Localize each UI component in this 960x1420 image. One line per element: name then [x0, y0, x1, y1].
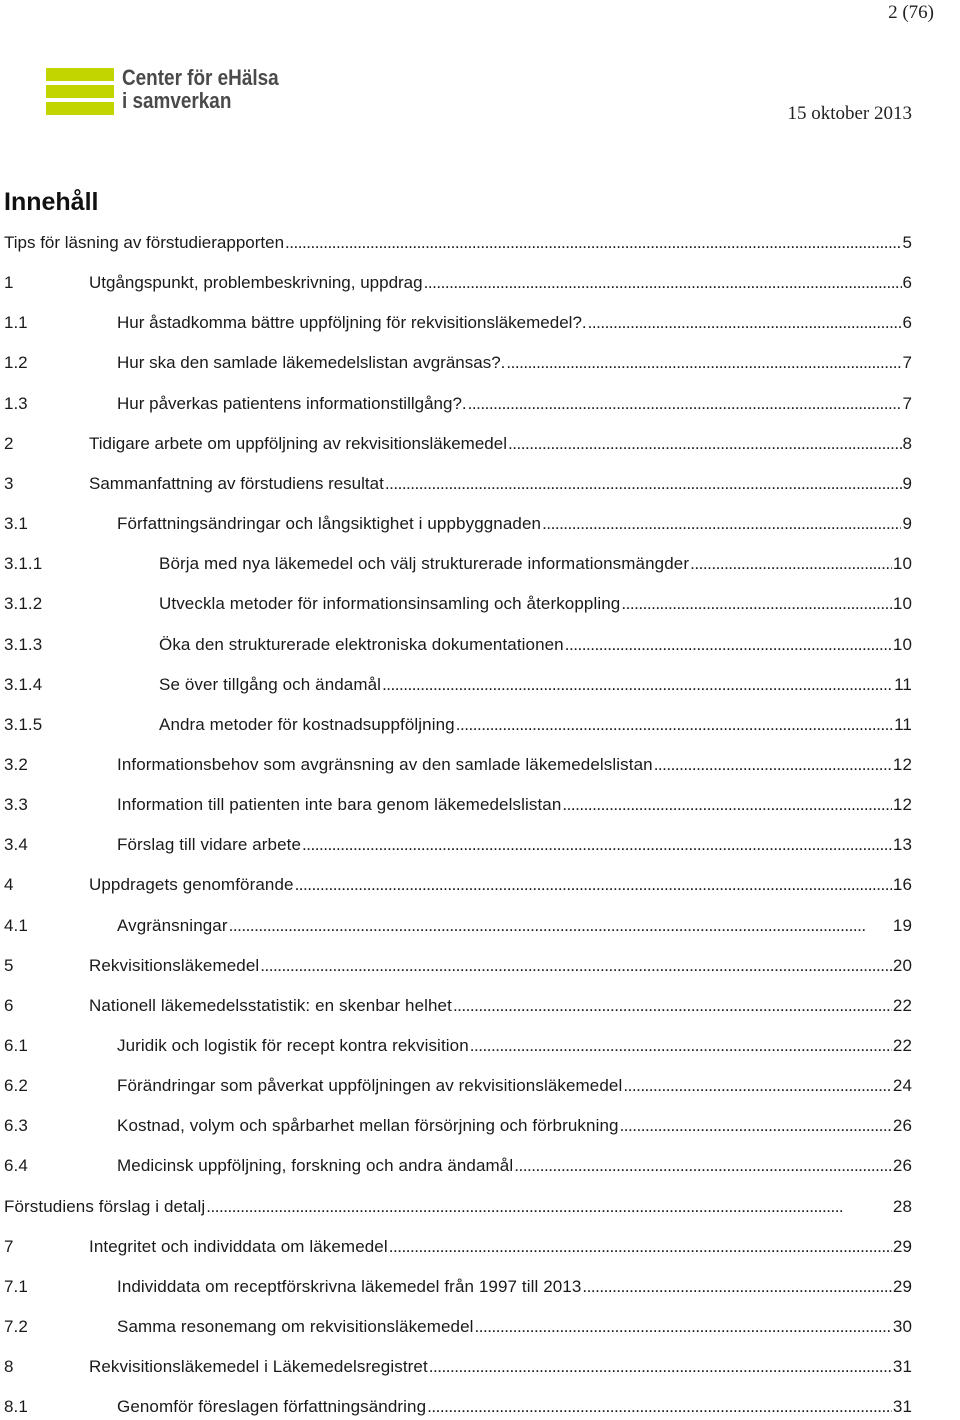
toc-entry-title: Utveckla metoder för informationsinsamling och återkoppling [159, 594, 621, 614]
toc-entry-number: 3.4 [4, 835, 28, 855]
toc-entry-page: 31 [892, 1357, 912, 1377]
toc-entry-title: Uppdragets genomförande [89, 875, 294, 895]
toc-heading: Innehåll [4, 188, 99, 216]
toc-entry-title: Juridik och logistik för recept kontra rekvisition [117, 1036, 469, 1055]
logo-mark-icon [46, 68, 116, 116]
toc-entry-number: 7 [4, 1236, 14, 1256]
toc-entry-number: 1.3 [4, 393, 28, 413]
toc-entry-number: 6.3 [4, 1116, 28, 1136]
toc-entry-number: 6.1 [4, 1036, 28, 1055]
toc-entry-number: 3.1.5 [4, 714, 43, 734]
toc-entry-number: 6.4 [4, 1156, 28, 1176]
toc-entry-number: 5 [4, 955, 14, 975]
toc-dot-leader [456, 712, 893, 738]
toc-entry[interactable] [4, 712, 912, 738]
toc-dot-leader [654, 752, 892, 778]
toc-entry-page: 6 [902, 313, 912, 333]
toc-entry[interactable] [4, 551, 912, 577]
toc-entry-title: Informationsbehov som avgränsning av den samlade läkemedelslistan [117, 754, 653, 774]
organization-logo [46, 65, 306, 118]
toc-entry-page: 30 [892, 1317, 912, 1337]
toc-entry-title: Hur påverkas patientens informationstillgång?. [117, 393, 467, 413]
toc-entry[interactable] [4, 431, 912, 457]
toc-entry-page: 10 [892, 554, 912, 574]
toc-dot-leader [453, 993, 892, 1019]
toc-entry-page: 12 [892, 795, 912, 815]
toc-entry[interactable] [4, 1394, 912, 1420]
toc-dot-leader [588, 310, 902, 336]
toc-entry-number: 4.1 [4, 915, 28, 935]
toc-entry-page: 5 [902, 233, 912, 252]
page-number: 2 (76) [888, 2, 934, 23]
toc-dot-leader [475, 1314, 892, 1340]
toc-entry-number: 1.1 [4, 313, 28, 333]
toc-dot-leader [206, 1194, 892, 1220]
toc-entry-number: 3.2 [4, 754, 28, 774]
toc-entry-page: 26 [892, 1156, 912, 1176]
toc-entry[interactable] [4, 230, 912, 256]
toc-entry[interactable] [4, 672, 912, 698]
toc-entry[interactable] [4, 1033, 912, 1059]
toc-entry[interactable] [4, 1194, 912, 1220]
toc-entry-title: Tidigare arbete om uppföljning av rekvisitionsläkemedel [89, 433, 507, 453]
toc-entry-number: 3 [4, 473, 14, 493]
toc-dot-leader [582, 1274, 891, 1300]
toc-entry-title: Författningsändringar och långsiktighet i uppbyggnaden [117, 514, 542, 534]
toc-entry-title: Individdata om receptförskrivna läkemedel från 1997 till 2013 [117, 1276, 582, 1296]
toc-entry-number: 8 [4, 1357, 14, 1377]
toc-entry[interactable] [4, 752, 912, 778]
toc-dot-leader [690, 551, 892, 577]
toc-entry[interactable] [4, 1354, 912, 1380]
toc-entry-number: 8.1 [4, 1397, 28, 1417]
toc-dot-leader [260, 953, 892, 979]
toc-entry[interactable] [4, 872, 912, 898]
toc-entry-page: 22 [892, 995, 912, 1015]
toc-entry-title: Avgränsningar [117, 915, 228, 935]
toc-dot-leader [621, 591, 892, 617]
toc-entry-number: 6 [4, 995, 14, 1015]
toc-entry[interactable] [4, 913, 912, 939]
toc-dot-leader [285, 230, 902, 256]
toc-entry[interactable] [4, 391, 912, 417]
toc-entry-page: 28 [892, 1196, 912, 1216]
toc-entry-title: Information till patienten inte bara genom läkemedelslistan [117, 795, 562, 815]
toc-entry[interactable] [4, 1234, 912, 1260]
toc-entry-page: 24 [892, 1076, 912, 1096]
toc-entry-title: Samma resonemang om rekvisitionsläkemedel [117, 1317, 474, 1337]
toc-entry-page: 6 [902, 273, 912, 293]
toc-entry-number: 3.3 [4, 795, 28, 815]
toc-entry-title: Se över tillgång och ändamål [159, 674, 382, 694]
toc-dot-leader [427, 1394, 892, 1420]
toc-entry-title: Sammanfattning av förstudiens resultat [89, 473, 384, 493]
toc-entry-title: Nationell läkemedelsstatistik: en skenbar helhet [89, 995, 452, 1015]
toc-dot-leader [468, 391, 902, 417]
toc-entry-title: Utgångspunkt, problembeskrivning, uppdrag [89, 273, 423, 293]
toc-entry-title: Hur ska den samlade läkemedelslistan avgränsas?. [117, 353, 506, 373]
toc-entry-number: 7.1 [4, 1276, 28, 1296]
toc-dot-leader [470, 1033, 892, 1059]
logo-line-1: Center för eHälsa [122, 65, 279, 90]
toc-entry[interactable] [4, 1113, 912, 1139]
toc-entry-page: 29 [892, 1236, 912, 1256]
toc-entry-title: Genomför föreslagen författningsändring [117, 1397, 427, 1417]
toc-dot-leader [620, 1113, 892, 1139]
toc-entry-title: Rekvisitionsläkemedel i Läkemedelsregistret [89, 1357, 428, 1377]
toc-entry[interactable] [4, 1073, 912, 1099]
toc-entry[interactable] [4, 632, 912, 658]
toc-entry-title: Förstudiens förslag i detalj [4, 1196, 206, 1216]
toc-entry-title: Förändringar som påverkat uppföljningen av rekvisitionsläkemedel [117, 1076, 623, 1096]
toc-entry-title: Kostnad, volym och spårbarhet mellan försörjning och förbrukning [117, 1116, 619, 1136]
toc-entry-page: 16 [892, 875, 912, 895]
toc-entry-number: 6.2 [4, 1076, 28, 1096]
toc-entry-title: Förslag till vidare arbete [117, 835, 302, 855]
toc-dot-leader [302, 832, 892, 858]
toc-entry[interactable] [4, 310, 912, 336]
toc-entry-title: Hur åstadkomma bättre uppföljning för rekvisitionsläkemedel?. [117, 313, 587, 333]
toc-dot-leader [508, 431, 902, 457]
toc-entry-title: Medicinsk uppföljning, forskning och andra ändamål [117, 1156, 514, 1176]
toc-dot-leader [382, 672, 893, 698]
toc-entry-title: Rekvisitionsläkemedel [89, 955, 260, 975]
toc-entry-number: 7.2 [4, 1317, 28, 1337]
toc-entry-number: 1.2 [4, 353, 28, 373]
toc-dot-leader [514, 1153, 892, 1179]
toc-entry[interactable] [4, 350, 912, 376]
toc-entry-page: 26 [892, 1116, 912, 1136]
toc-entry-number: 3.1 [4, 514, 28, 534]
toc-entry[interactable] [4, 471, 912, 497]
toc-entry-number: 3.1.2 [4, 594, 43, 614]
toc-entry-title: Andra metoder för kostnadsuppföljning [159, 714, 455, 734]
toc-dot-leader [385, 471, 902, 497]
document-date: 15 oktober 2013 [787, 103, 912, 124]
toc-entry-page: 10 [892, 634, 912, 654]
toc-entry[interactable] [4, 591, 912, 617]
toc-entry-title: Integritet och individdata om läkemedel [89, 1236, 388, 1256]
logo-text [122, 66, 279, 112]
toc-entry[interactable] [4, 953, 912, 979]
toc-entry-number: 3.1.1 [4, 554, 43, 574]
toc-entry-title: Börja med nya läkemedel och välj strukturerade informationsmängder [159, 554, 690, 574]
toc-entry[interactable] [4, 511, 912, 537]
toc-entry-title: Tips för läsning av förstudierapporten [4, 233, 285, 252]
toc-dot-leader [565, 632, 892, 658]
toc-entry[interactable] [4, 993, 912, 1019]
toc-entry-page: 7 [902, 353, 912, 373]
toc-dot-leader [623, 1073, 892, 1099]
toc-dot-leader [424, 270, 902, 296]
toc-entry-number: 2 [4, 433, 14, 453]
toc-entry-page: 10 [892, 594, 912, 614]
toc-entry-page: 12 [892, 754, 912, 774]
toc-entry-number: 3.1.3 [4, 634, 43, 654]
toc-dot-leader [506, 350, 901, 376]
toc-dot-leader [389, 1234, 892, 1260]
toc-dot-leader [562, 792, 892, 818]
logo-line-2: i samverkan [122, 88, 232, 113]
toc-entry-page: 20 [892, 955, 912, 975]
toc-entry[interactable] [4, 832, 912, 858]
toc-entry-number: 1 [4, 273, 14, 293]
toc-entry[interactable] [4, 1274, 912, 1300]
toc-entry[interactable] [4, 1314, 912, 1340]
toc-entry-number: 3.1.4 [4, 674, 43, 694]
toc-entry-page: 22 [892, 1036, 912, 1055]
toc-entry-page: 9 [902, 473, 912, 493]
toc-entry[interactable] [4, 1153, 912, 1179]
toc-entry-page: 31 [892, 1397, 912, 1417]
toc-entry-page: 29 [892, 1276, 912, 1296]
toc-entry-page: 11 [894, 714, 912, 734]
toc-entry-page: 13 [892, 835, 912, 855]
toc-entry-page: 19 [892, 915, 912, 935]
toc-entry-title: Öka den strukturerade elektroniska dokumentationen [159, 634, 564, 654]
toc-entry-page: 9 [902, 514, 912, 534]
toc-dot-leader [542, 511, 901, 537]
toc-dot-leader [429, 1354, 892, 1380]
toc-dot-leader [229, 913, 892, 939]
toc-entry[interactable] [4, 270, 912, 296]
toc-entry-page: 8 [902, 433, 912, 453]
toc-entry-page: 7 [902, 393, 912, 413]
toc-entry-number: 4 [4, 875, 14, 895]
toc-entry[interactable] [4, 792, 912, 818]
toc-dot-leader [295, 872, 892, 898]
toc-entry-page: 11 [894, 674, 912, 694]
